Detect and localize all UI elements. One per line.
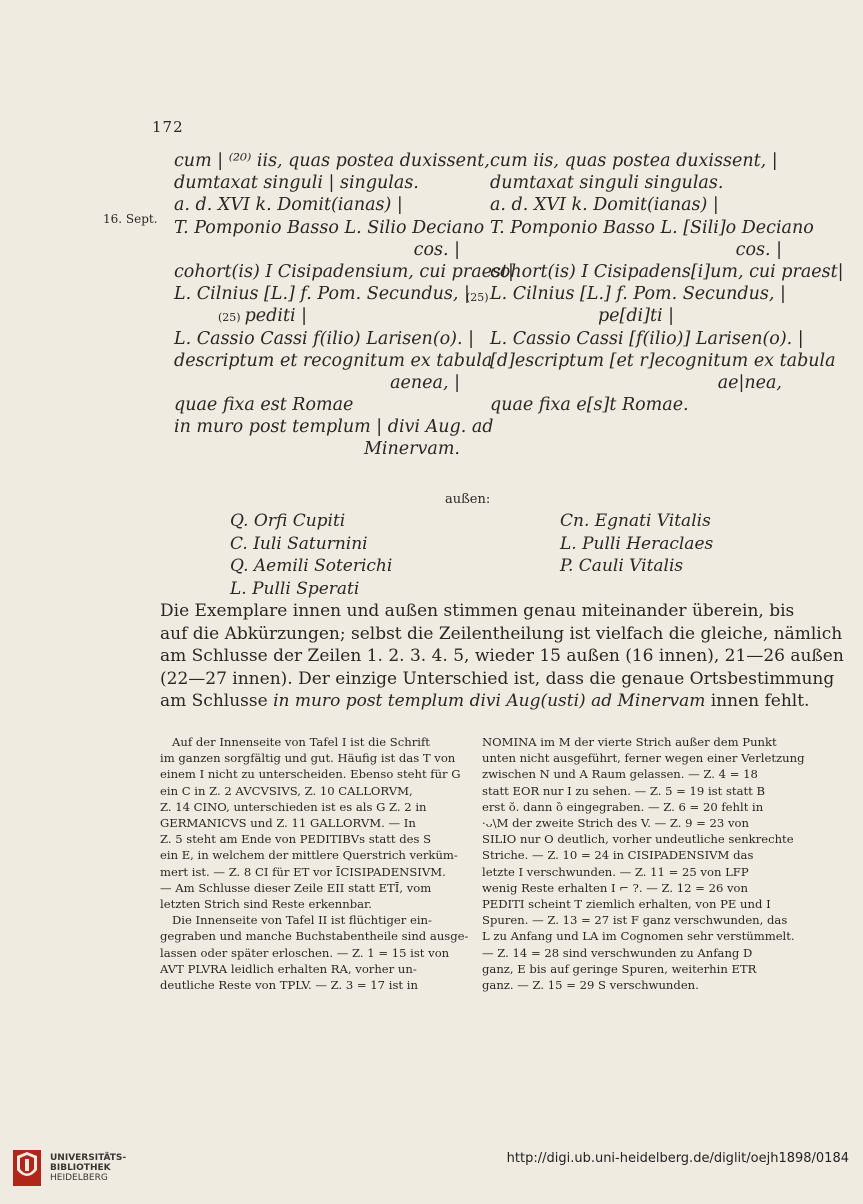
footnote-line: Z. 14 CINO, unterschieden ist es als G Z. 2 in: [160, 799, 427, 814]
inscription-line: [174, 172, 460, 194]
page-number: 172: [152, 118, 184, 136]
inscription-line: [490, 150, 782, 172]
inscription-line: [490, 217, 814, 239]
witness-name: P. Cauli Vitalis: [560, 556, 684, 576]
ausser-label: außen:: [445, 492, 491, 507]
inscription-line: [490, 194, 782, 216]
footnote-line: Z. 5 steht am Ende von PEDITIBVs statt des S: [160, 832, 432, 847]
footnote-line: Striche. — Z. 10 = 24 in CISIPADENSIVM das: [482, 848, 754, 863]
footnote-line: Die Innenseite von Tafel II ist flüchtiger ein-: [172, 913, 432, 928]
footnote-line: ganz. — Z. 15 = 29 S verschwunden.: [482, 978, 699, 993]
inscription-text: T. Pomponio Basso L. Silio Deciano: [174, 217, 485, 238]
paragraph-line: (22—27 innen). Der einzige Unterschied ist, dass die genaue Ortsbestimmung: [160, 668, 835, 689]
footnote-line: deutliche Reste von TPLV. — Z. 3 = 17 ist in: [160, 978, 418, 993]
inscription-text: ae|nea,: [717, 372, 782, 393]
inscription-text: Minervam.: [364, 439, 460, 460]
inscription-line: [174, 350, 493, 372]
footnote-line: AVT PLVRA leidlich erhalten RA, vorher un-: [160, 961, 417, 976]
logo-line: UNIVERSITÄTS-: [50, 1153, 127, 1163]
inscription-text: descriptum et recognitum ex tabula: [174, 350, 493, 371]
inscription-line: [174, 261, 514, 283]
inscription-text: T. Pomponio Basso L. [Sili]o Deciano: [490, 217, 814, 238]
inscription-text: in muro post templum | divi Aug. ad: [174, 417, 494, 438]
footnote-line: Auf der Innenseite von Tafel I ist die Schrift: [172, 735, 430, 749]
inscription-line: [174, 283, 470, 305]
footnote-line: im ganzen sorgfältig und gut. Häufig ist das T von: [160, 751, 456, 766]
inscription-line: [174, 239, 460, 261]
inscription-line: [174, 372, 460, 394]
footnote-line: PEDITI scheint T ziemlich erhalten, von PE und I: [482, 897, 771, 912]
inscription-outer-column: [466, 150, 844, 416]
footnote-line: erst ŏ. dann ȍ eingegraben. — Z. 6 = 20 fehlt in: [482, 799, 764, 814]
inscription-text: a. d. XVI k. Domit(ianas) |: [490, 195, 719, 216]
footnote-line: unten nicht ausgeführt, ferner wegen einer Verletzung: [482, 751, 805, 766]
witness-names-left: [230, 510, 392, 600]
footnote-line: SILIO nur O deutlich, vorher undeutliche senkrechte: [482, 832, 794, 847]
footnote-right: [482, 734, 805, 993]
line-number: (25): [466, 291, 489, 305]
date-side-note: 16. Sept.: [103, 212, 158, 226]
logo-line: BIBLIOTHEK: [50, 1163, 111, 1173]
footnote-line: letzten Strich sind Reste erkennbar.: [160, 897, 372, 912]
inscription-text: L. Cassio Cassi f(ilio) Larisen(o). |: [174, 328, 475, 349]
library-logo-icon: [12, 1148, 42, 1188]
logo-sub: HEIDELBERG: [50, 1173, 108, 1183]
inscription-text: L. Cilnius [L.] f. Pom. Secundus, |: [174, 284, 470, 305]
footnote-line: NOMINA im M der vierte Strich außer dem Punkt: [482, 735, 777, 749]
inscription-text: cos. |: [735, 239, 782, 260]
inscription-text: [d]escriptum [et r]ecognitum ex tabula: [490, 350, 836, 371]
witness-name: Cn. Egnati Vitalis: [560, 511, 711, 531]
witness-names-right: [560, 510, 713, 578]
footnote-line: — Z. 14 = 28 sind verschwunden zu Anfang D: [482, 945, 753, 960]
inscription-text: cum iis, quas postea duxissent, |: [490, 151, 778, 171]
paragraph-line: am Schlusse in muro post templum divi Aug(usti) ad Minervam innen fehlt.: [160, 691, 810, 711]
inscription-line: [490, 350, 836, 372]
inscription-text: quae fixa e[s]t Romae.: [490, 395, 689, 416]
inscription-line: [174, 217, 485, 239]
inscription-line: [490, 172, 782, 194]
footnote-left: [160, 734, 469, 993]
footnote-line: wenig Reste erhalten I ⌐ ?. — Z. 12 = 26 von: [482, 880, 748, 895]
footnote-line: L zu Anfang und LA im Cognomen sehr verstümmelt.: [482, 929, 795, 944]
inscription-line: [174, 438, 460, 460]
witness-name: Q. Aemili Soterichi: [230, 556, 393, 576]
inscription-line: [174, 416, 494, 438]
footnote-line: ein C in Z. 2 AVCVSIVS, Z. 10 CALLORVM,: [160, 783, 413, 798]
inscription-text: dumtaxat singuli singulas.: [490, 173, 724, 194]
inscription-text: pediti |: [244, 306, 308, 327]
inscription-text: quae fixa est Romae: [174, 395, 354, 416]
inscription-text: aenea, |: [390, 372, 460, 393]
footnote-line: ganz, E bis auf geringe Spuren, weiterhin ETR: [482, 961, 757, 976]
inscription-line: [490, 305, 782, 327]
inscription-line: [490, 372, 782, 394]
footnote-line: letzte I verschwunden. — Z. 11 = 25 von LFP: [482, 864, 749, 879]
inscription-text: cohort(is) I Cisipadens[i]um, cui praest|: [490, 261, 844, 282]
footnote-line: statt EOR nur I zu sehen. — Z. 5 = 19 ist statt B: [482, 783, 766, 798]
inscription-line: [174, 305, 460, 327]
inscription-text: dumtaxat singuli | singulas.: [174, 173, 419, 194]
inscription-line: [174, 394, 460, 416]
footnote-line: mert ist. — Z. 8 CI für ET vor ĪCISIPADENSIVM.: [160, 864, 446, 879]
inscription-line: [174, 194, 460, 216]
inscription-text: pe[di]ti |: [597, 306, 675, 327]
commentary-paragraph: [160, 600, 844, 713]
inscription-line: [174, 150, 490, 172]
source-url-link[interactable]: http://digi.ub.uni-heidelberg.de/diglit/oejh1898/0184: [506, 1151, 849, 1166]
paragraph-line: Die Exemplare innen und außen stimmen genau miteinander überein, bis: [160, 601, 795, 621]
inscription-text: L. Cassio Cassi [f(ilio)] Larisen(o). |: [490, 328, 804, 349]
inscription-line: [490, 394, 782, 416]
line-number: (25): [218, 311, 241, 325]
footnote-line: zwischen N und A Raum gelassen. — Z. 4 = 18: [482, 767, 758, 782]
footnote-line: lassen oder später erloschen. — Z. 1 = 15 ist von: [160, 945, 450, 960]
paragraph-line: am Schlusse der Zeilen 1. 2. 3. 4. 5, wieder 15 außen (16 innen), 21—26 außen: [160, 646, 844, 666]
inscription-text: cum | ⁽²⁰⁾ iis, quas postea duxissent,: [174, 151, 490, 171]
footnote-line: gegraben und manche Buchstabentheile sind ausge-: [160, 929, 469, 944]
inscription-text: L. Cilnius [L.] f. Pom. Secundus, |: [490, 284, 786, 305]
footnote-line: ·ᴗ\M der zweite Strich des V. — Z. 9 = 23 von: [482, 816, 749, 831]
inscription-text: a. d. XVI k. Domit(ianas) |: [174, 195, 403, 216]
witness-name: L. Pulli Heraclaes: [560, 533, 714, 554]
inscription-line: [466, 283, 786, 305]
witness-name: Q. Orfi Cupiti: [230, 511, 346, 531]
inscription-line: [490, 239, 782, 261]
footnote-line: ein E, in welchem der mittlere Querstrich verküm-: [160, 848, 458, 863]
footnote-line: Spuren. — Z. 13 = 27 ist F ganz verschwunden, das: [482, 913, 788, 928]
inscription-text: cohort(is) I Cisipadensium, cui praest|: [174, 261, 514, 282]
inscription-line: [490, 261, 844, 283]
inscription-line: [174, 328, 475, 350]
footnote-line: GERMANICVS und Z. 11 GALLORVM. — In: [160, 816, 416, 831]
witness-name: L. Pulli Sperati: [230, 578, 360, 599]
paragraph-line: auf die Abkürzungen; selbst die Zeilentheilung ist vielfach die gleiche, nämlich: [160, 623, 843, 644]
inscription-inner-column: [174, 150, 514, 461]
library-logo[interactable]: [12, 1148, 126, 1188]
footnote-line: — Am Schlusse dieser Zeile EII statt ETĪ, vom: [160, 880, 432, 895]
footnote-line: einem I nicht zu unterscheiden. Ebenso steht für G: [160, 767, 461, 782]
witness-name: C. Iuli Saturnini: [230, 533, 368, 554]
inscription-text: cos. |: [413, 239, 460, 260]
inscription-line: [490, 328, 804, 350]
